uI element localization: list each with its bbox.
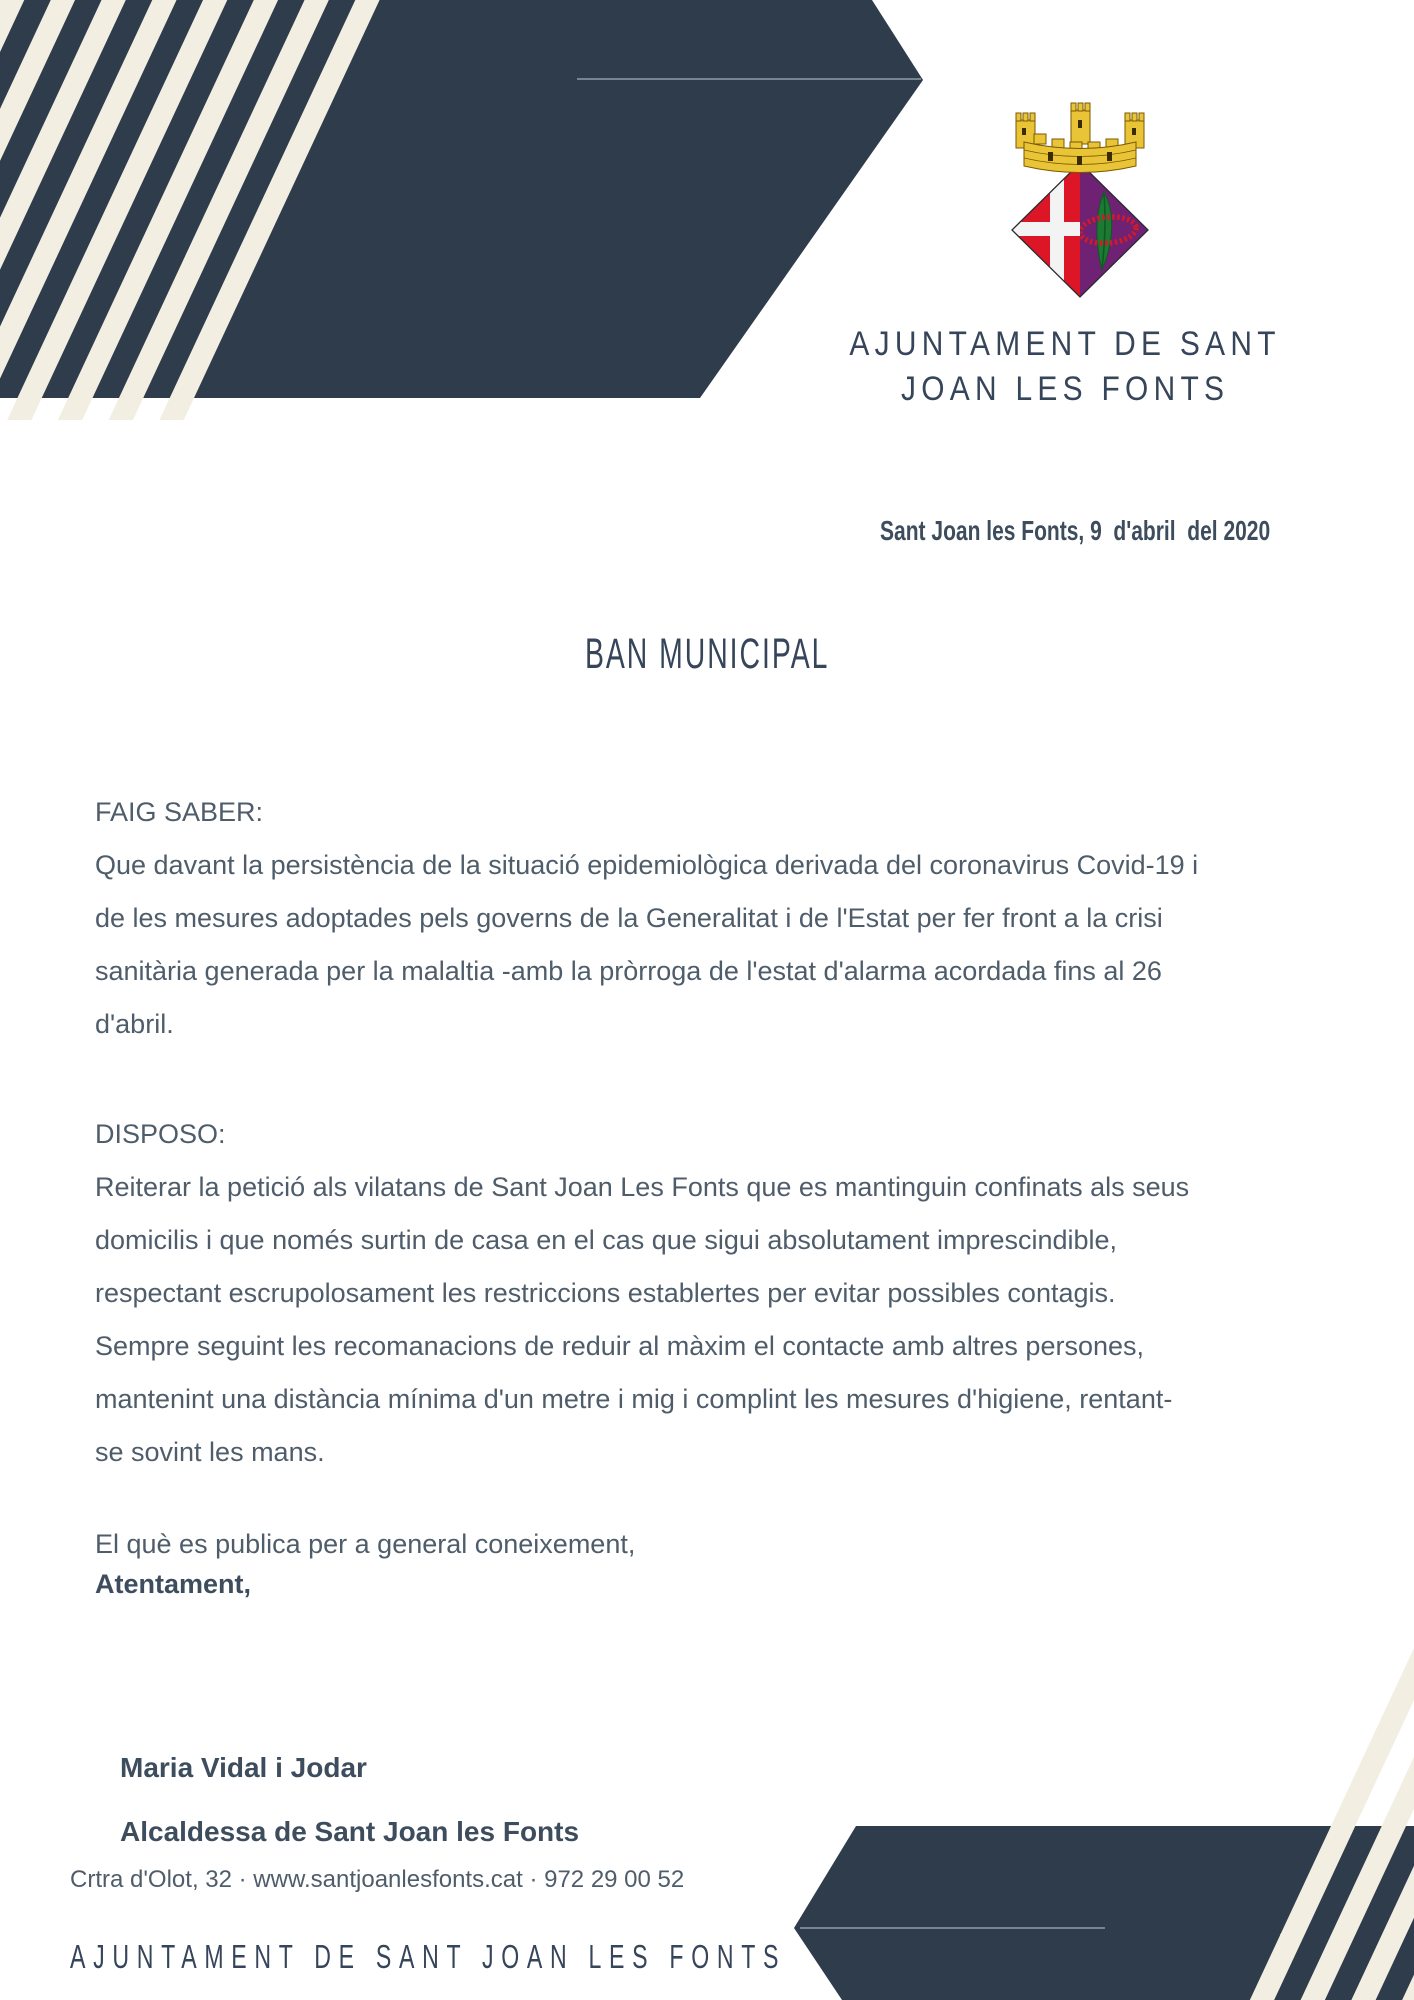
signature-name: Maria Vidal i Jodar (120, 1752, 367, 1783)
footer-brand: AJUNTAMENT DE SANT JOAN LES FONTS (70, 1938, 787, 1975)
closing-block (95, 1524, 1345, 1604)
section-label-disposo: DISPOSO: (95, 1119, 226, 1149)
closing-line: El què es publica per a general coneixement, (95, 1529, 636, 1559)
org-name (820, 322, 1300, 412)
bottom-banner-decoration (0, 1600, 1414, 2000)
paragraph-2: Reiterar la petició als vilatans de Sant Joan Les Fonts que es mantinguin confinats als seus domicilis i que només surtin de casa en el cas que sigui absolutament imprescindible, respectant escrupolosament les restriccions establertes per evitar possibles contagis. Sempre seguint les recomanacions de reduir al màxim el contacte amb altres persones, mantenint una distància mínima d'un metre i mig i complint les mesures d'higiene, rentant- se sovint les mans. (95, 1172, 1190, 1467)
municipal-coat-of-arms (988, 92, 1172, 304)
signature-role: Alcaldessa de Sant Joan les Fonts (120, 1816, 580, 1847)
date-line: Sant Joan les Fonts, 9 d'abril del 2020 (879, 515, 1270, 546)
document-title: BAN MUNICIPAL (584, 630, 830, 678)
footer-address: Crtra d'Olot, 32 · www.santjoanlesfonts.cat · 972 29 00 52 (70, 1866, 685, 1893)
section-label-faig-saber: FAIG SABER: (95, 797, 264, 827)
paragraph-1: Que davant la persistència de la situació epidemiològica derivada del coronavirus Covid-19 i de les mesures adoptades pels governs de la Generalitat i de l'Estat per fer front a la crisi sanitària generada per la malaltia -amb la pròrroga de l'estat d'alarma acordada fins al 26 d'abril. (95, 850, 1199, 1039)
shield (1012, 163, 1148, 297)
mural-crown (1016, 103, 1144, 173)
org-name-text: AJUNTAMENT DE SANT JOAN LES FONTS (849, 325, 1281, 408)
closing-salutation: Atentament, (95, 1569, 252, 1599)
